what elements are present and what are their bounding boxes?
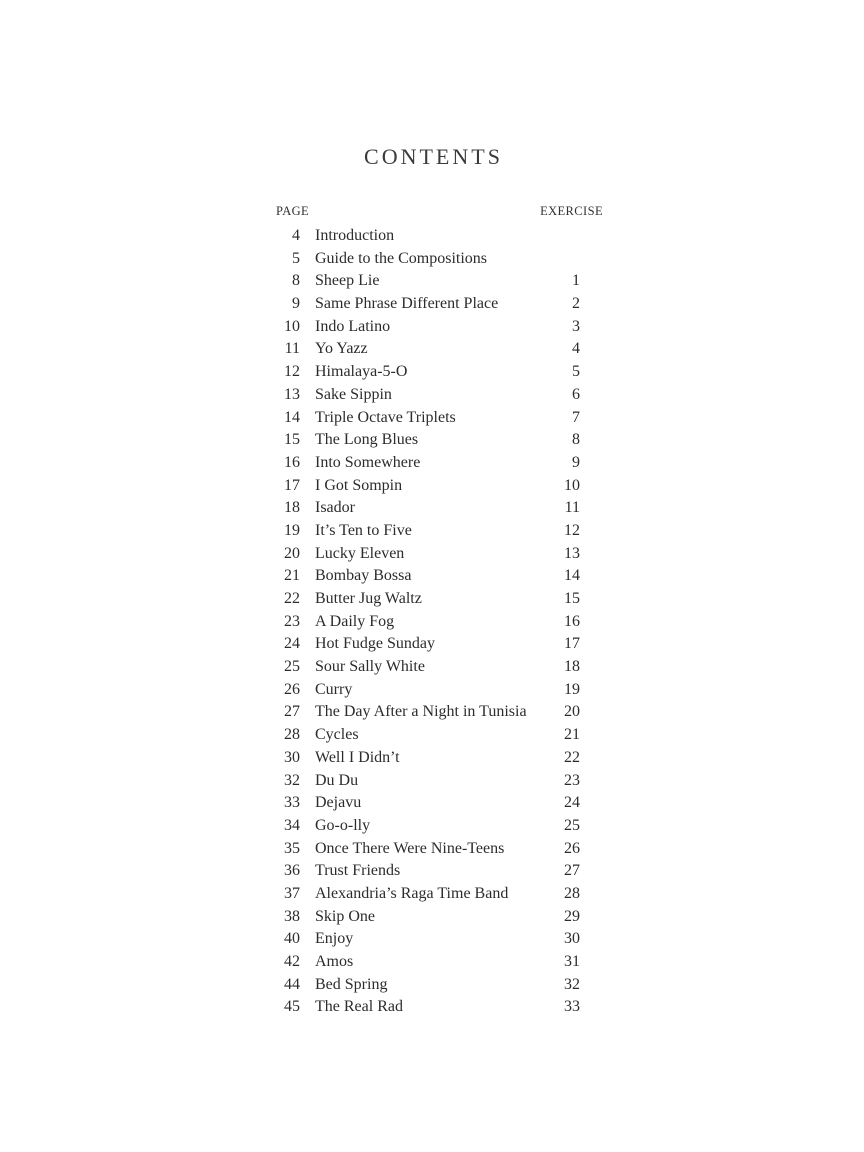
entry-page-number: 24	[284, 635, 300, 653]
entry-title: Cycles	[315, 726, 359, 744]
toc-row	[0, 656, 864, 679]
toc-row	[0, 520, 864, 543]
toc-row	[0, 770, 864, 793]
entry-exercise-number: 14	[564, 567, 580, 585]
entry-exercise-number: 15	[564, 590, 580, 607]
entry-title: Same Phrase Different Place	[315, 295, 499, 313]
entry-title: Sheep Lie	[315, 272, 380, 290]
page-column-header: PAGE	[276, 204, 310, 218]
entry-exercise-number: 21	[564, 726, 580, 744]
toc-row	[0, 679, 864, 702]
toc-row	[0, 792, 864, 815]
entry-title: Trust Friends	[315, 862, 401, 880]
entry-page-number: 25	[284, 658, 300, 676]
entry-title: Alexandria’s Raga Time Band	[315, 884, 509, 902]
entry-title: I Got Sompin	[315, 476, 403, 494]
entry-title: It’s Ten to Five	[315, 521, 412, 539]
entry-title: Du Du	[315, 771, 359, 789]
entry-exercise-number: 12	[564, 521, 580, 539]
entry-title: Indo Latino	[315, 317, 391, 335]
entry-title: Well I Didn’t	[315, 748, 400, 766]
entry-title: Enjoy	[315, 930, 354, 948]
entry-exercise-number: 23	[564, 771, 580, 789]
entry-title: Curry	[315, 680, 353, 698]
entry-title: Guide to the Compositions	[315, 249, 487, 267]
toc-row	[0, 497, 864, 520]
entry-title: The Real Rad	[315, 998, 403, 1016]
entry-page-number: 19	[284, 521, 300, 539]
entry-title: The Day After a Night in Tunisia	[315, 703, 527, 721]
entry-title: Butter Jug Waltz	[315, 590, 422, 607]
toc-row	[0, 248, 864, 271]
toc-row	[0, 543, 864, 566]
entry-exercise-number: 32	[564, 975, 580, 993]
entry-page-number: 12	[284, 363, 300, 381]
entry-page-number: 5	[292, 249, 300, 267]
toc-row	[0, 338, 864, 361]
entry-title: Introduction	[315, 227, 395, 244]
toc-row	[0, 407, 864, 430]
entry-page-number: 45	[284, 998, 300, 1016]
toc-row	[0, 384, 864, 407]
toc-row	[0, 293, 864, 316]
entry-exercise-number: 10	[564, 476, 580, 494]
exercise-column-header: EXERCISE	[540, 204, 603, 218]
entry-page-number: 15	[284, 431, 300, 449]
toc-row	[0, 633, 864, 656]
column-headers	[0, 204, 864, 220]
entry-page-number: 10	[284, 317, 300, 335]
toc-row	[0, 316, 864, 339]
entry-page-number: 18	[284, 499, 300, 517]
entry-title: Himalaya-5-O	[315, 363, 408, 381]
entry-page-number: 35	[284, 839, 300, 857]
toc-row	[0, 996, 864, 1019]
entry-exercise-number: 31	[564, 953, 580, 970]
entry-page-number: 30	[284, 748, 300, 766]
toc-row	[0, 860, 864, 883]
entry-title: Triple Octave Triplets	[315, 408, 456, 426]
entry-page-number: 34	[284, 816, 300, 834]
entry-page-number: 28	[284, 726, 300, 744]
entry-title: Go-o-lly	[315, 816, 371, 834]
entry-title: Sour Sally White	[315, 658, 425, 676]
entry-exercise-number: 29	[564, 907, 580, 925]
toc-row	[0, 724, 864, 747]
entry-page-number: 8	[292, 272, 300, 290]
entry-title: Lucky Eleven	[315, 544, 405, 562]
toc-row	[0, 475, 864, 498]
toc-row	[0, 452, 864, 475]
entry-page-number: 21	[284, 567, 300, 585]
entry-page-number: 20	[284, 544, 300, 562]
toc-row	[0, 815, 864, 838]
entry-exercise-number: 19	[564, 680, 580, 698]
entry-title: Yo Yazz	[315, 340, 368, 358]
entry-exercise-number: 33	[564, 998, 580, 1016]
entry-page-number: 42	[284, 953, 300, 970]
entry-page-number: 22	[284, 590, 300, 607]
entry-page-number: 11	[284, 340, 300, 358]
entry-page-number: 40	[284, 930, 300, 948]
entry-title: A Daily Fog	[315, 612, 395, 630]
entry-exercise-number: 28	[564, 884, 580, 902]
entry-exercise-number: 9	[572, 453, 580, 471]
toc-rows	[0, 225, 864, 1019]
entry-page-number: 37	[284, 884, 300, 902]
toc-row	[0, 225, 864, 248]
toc-row	[0, 906, 864, 929]
entry-page-number: 14	[284, 408, 300, 426]
entry-exercise-number: 26	[564, 839, 580, 857]
entry-title: Skip One	[315, 907, 375, 925]
entry-exercise-number: 2	[572, 295, 580, 313]
entry-exercise-number: 25	[564, 816, 580, 834]
entry-title: Hot Fudge Sunday	[315, 635, 435, 653]
entry-page-number: 32	[284, 771, 300, 789]
entry-page-number: 13	[284, 385, 300, 403]
entry-exercise-number: 30	[564, 930, 580, 948]
entry-page-number: 23	[284, 612, 300, 630]
entry-exercise-number: 3	[572, 317, 580, 335]
entry-page-number: 44	[284, 975, 300, 993]
toc-row	[0, 611, 864, 634]
entry-exercise-number: 6	[572, 385, 580, 403]
entry-title: Into Somewhere	[315, 453, 421, 471]
entry-exercise-number: 7	[572, 408, 580, 426]
entry-exercise-number: 11	[564, 499, 580, 517]
toc-row	[0, 361, 864, 384]
entry-exercise-number: 5	[572, 363, 580, 381]
entry-page-number: 27	[284, 703, 300, 721]
toc-row	[0, 270, 864, 293]
entry-page-number: 36	[284, 862, 300, 880]
entry-title: The Long Blues	[315, 431, 419, 449]
entry-exercise-number: 1	[572, 272, 580, 290]
entry-page-number: 16	[284, 453, 300, 471]
toc-row	[0, 588, 864, 611]
entry-page-number: 9	[292, 295, 300, 313]
toc-row	[0, 701, 864, 724]
toc-row	[0, 883, 864, 906]
entry-page-number: 4	[292, 227, 300, 244]
entry-exercise-number: 18	[564, 658, 580, 676]
entry-exercise-number: 17	[564, 635, 580, 653]
entry-exercise-number: 24	[564, 794, 580, 812]
entry-title: Isador	[315, 499, 355, 517]
entry-exercise-number: 16	[564, 612, 580, 630]
entry-page-number: 38	[284, 907, 300, 925]
toc-row	[0, 838, 864, 861]
entry-title: Sake Sippin	[315, 385, 392, 403]
toc-row	[0, 951, 864, 974]
entry-page-number: 33	[284, 794, 300, 812]
entry-title: Once There Were Nine-Teens	[315, 839, 505, 857]
page-title: CONTENTS	[364, 144, 503, 169]
entry-exercise-number: 27	[564, 862, 580, 880]
entry-exercise-number: 20	[564, 703, 580, 721]
toc-row	[0, 928, 864, 951]
toc-row	[0, 429, 864, 452]
entry-title: Bombay Bossa	[315, 567, 412, 585]
toc-row	[0, 747, 864, 770]
entry-title: Bed Spring	[315, 975, 388, 993]
entry-exercise-number: 13	[564, 544, 580, 562]
toc-row	[0, 974, 864, 997]
entry-title: Amos	[315, 953, 354, 970]
entry-exercise-number: 8	[572, 431, 580, 449]
toc-row	[0, 565, 864, 588]
entry-exercise-number: 22	[564, 748, 580, 766]
entry-page-number: 17	[284, 476, 300, 494]
entry-page-number: 26	[284, 680, 300, 698]
entry-title: Dejavu	[315, 794, 362, 812]
entry-exercise-number: 4	[572, 340, 580, 358]
